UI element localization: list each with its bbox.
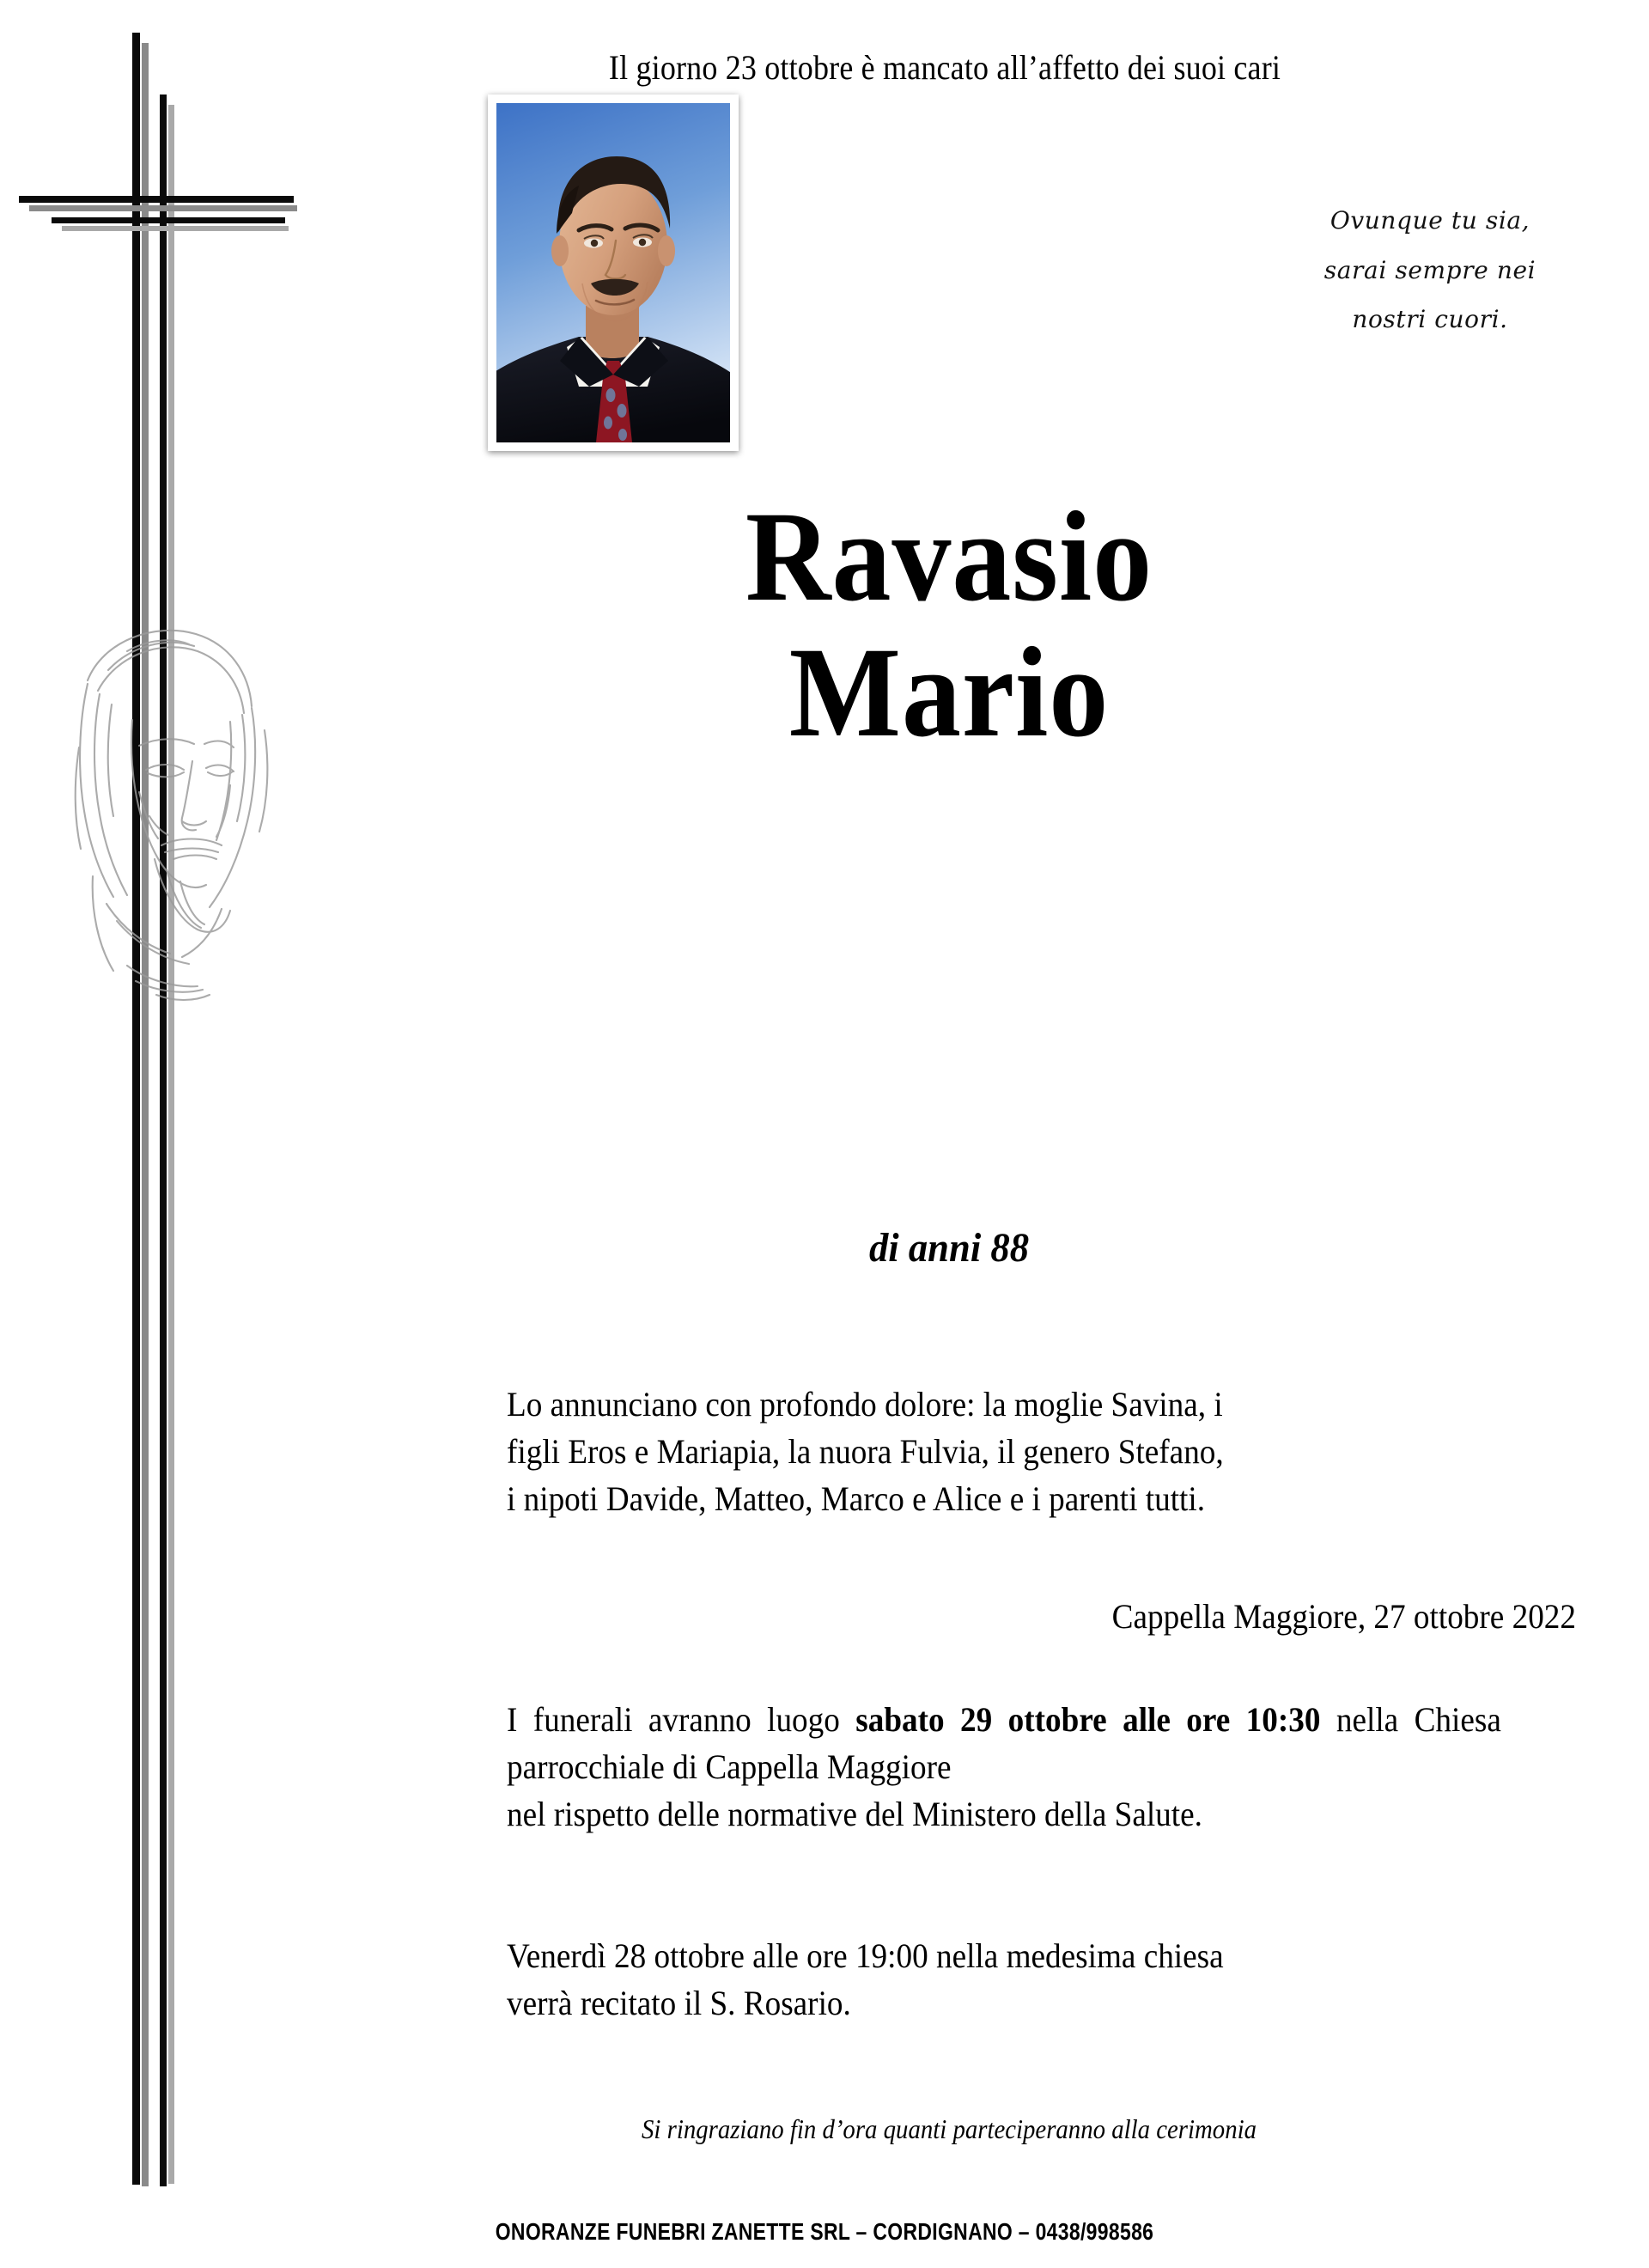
- portrait-photo: [496, 103, 730, 442]
- funeral-intro-text: I funerali avranno luogo: [507, 1700, 856, 1739]
- page-title-header: Il giorno 23 ottobre è mancato all’affetto dei suoi cari: [608, 48, 1281, 87]
- cross-vertical-bar-dark-1: [132, 33, 140, 2185]
- christ-face-sketch-icon: [53, 601, 302, 1014]
- funeral-regulations-line: nel rispetto delle normative del Ministero della Salute.: [507, 1794, 1202, 1833]
- cross-horizontal-bar-grey-1: [29, 205, 297, 211]
- cross-horizontal-bar-dark-2: [52, 217, 285, 223]
- funeral-datetime-bold: sabato 29 ottobre alle ore 10:30: [855, 1700, 1321, 1739]
- announcement-line-2: figli Eros e Mariapia, la nuora Fulvia, il genero Stefano,: [507, 1431, 1224, 1471]
- deceased-age: di anni 88: [868, 1225, 1030, 1271]
- funeral-home-footer: ONORANZE FUNEBRI ZANETTE SRL – CORDIGNANO – 0438/998586: [495, 2218, 1154, 2245]
- layered-cross-graphic: [0, 0, 326, 2199]
- rosary-line-2: verrà recitato il S. Rosario.: [507, 1983, 851, 2022]
- memorial-quote-line-1: Ovunque tu sia,: [1330, 206, 1530, 235]
- funeral-location-text: nella Chiesa parrocchiale di Cappella Maggiore: [507, 1700, 1501, 1786]
- cross-vertical-bar-grey-1: [142, 43, 149, 2186]
- deceased-name: [361, 485, 1538, 764]
- memorial-quote: [1288, 196, 1572, 344]
- memorial-quote-line-2: sarai sempre nei: [1323, 255, 1536, 284]
- funeral-details-paragraph: [507, 1697, 1501, 1838]
- deceased-surname: Ravasio: [745, 485, 1153, 628]
- announcement-line-3: i nipoti Davide, Matteo, Marco e Alice e i parenti tutti.: [507, 1478, 1206, 1518]
- announcement-paragraph: [507, 1381, 1501, 1522]
- cross-vertical-bar-dark-2: [160, 94, 167, 2186]
- rosary-paragraph: [507, 1933, 1501, 2027]
- cross-horizontal-bar-grey-2: [62, 226, 289, 231]
- rosary-line-1: Venerdì 28 ottobre alle ore 19:00 nella medesima chiesa: [507, 1936, 1224, 1975]
- portrait-frame: [488, 94, 739, 451]
- thanks-line: Si ringraziano fin d’ora quanti parteciperanno alla cerimonia: [642, 2113, 1257, 2144]
- cross-vertical-bar-grey-2: [168, 105, 174, 2184]
- announcement-line-1: Lo annunciano con profondo dolore: la moglie Savina, i: [507, 1385, 1223, 1424]
- cross-horizontal-bar-dark-1: [19, 196, 294, 203]
- deceased-firstname: Mario: [788, 620, 1110, 764]
- place-and-date: Cappella Maggiore, 27 ottobre 2022: [1111, 1597, 1576, 1636]
- memorial-quote-line-3: nostri cuori.: [1352, 305, 1508, 334]
